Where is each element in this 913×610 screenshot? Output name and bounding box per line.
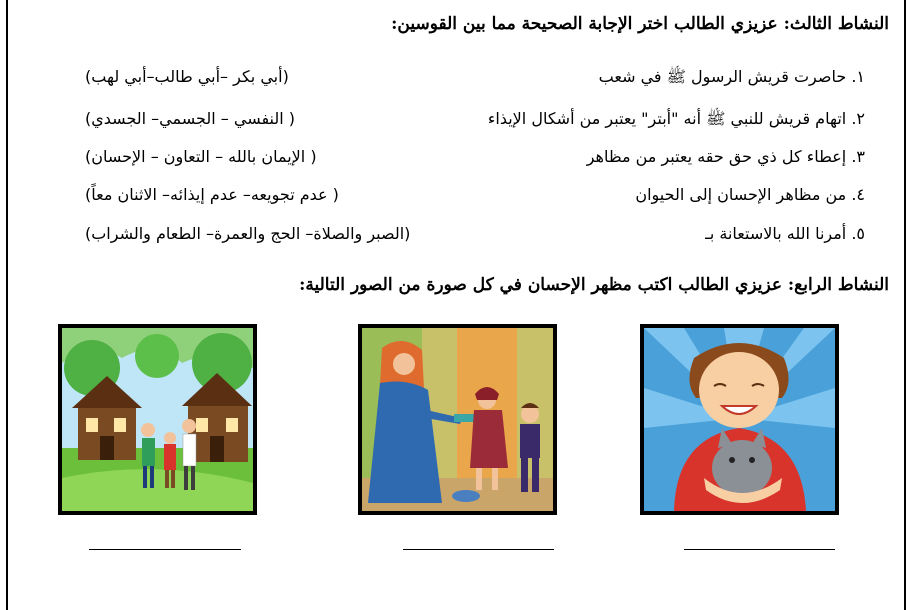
- question-choices[interactable]: (الصبر والصلاة– الحج والعمرة– الطعام والشراب): [85, 224, 411, 243]
- question-row: [0, 109, 913, 135]
- question-text: ٢. اتهام قريش للنبي ﷺ أنه "أبتر" يعتبر من أشكال الإيذاء: [487, 109, 865, 128]
- question-row: [0, 224, 913, 250]
- answer-line-picture3[interactable]: [684, 549, 835, 550]
- question-text: ١. حاصرت قريش الرسول ﷺ في شعب: [598, 67, 865, 86]
- question-row: [0, 147, 913, 173]
- boy-hugging-cat-picture: [640, 324, 839, 515]
- question-text: ٥. أمرنا الله بالاستعانة بـ: [705, 224, 865, 243]
- question-row: [0, 185, 913, 211]
- question-choices[interactable]: ( النفسي – الجسمي– الجسدي): [85, 109, 296, 128]
- question-choices[interactable]: (أبي بكر –أبي طالب–أبي لهب): [85, 67, 289, 86]
- activity3-title: النشاط الثالث: عزيزي الطالب اختر الإجابة الصحيحة مما بين القوسين:: [391, 14, 889, 34]
- question-choices[interactable]: ( عدم تجويعه– عدم إيذائه– الاثنان معاً): [85, 185, 339, 204]
- question-text: ٣. إعطاء كل ذي حق حقه يعتبر من مظاهر: [586, 147, 865, 166]
- family-garden-picture: [58, 324, 257, 515]
- question-row: [0, 67, 913, 93]
- question-choices[interactable]: ( الإيمان بالله – التعاون – الإحسان): [85, 147, 317, 166]
- question-text: ٤. من مظاهر الإحسان إلى الحيوان: [635, 185, 865, 204]
- answer-line-picture2[interactable]: [403, 549, 554, 550]
- answer-line-picture1[interactable]: [89, 549, 241, 550]
- mother-giving-food-picture: [358, 324, 557, 515]
- activity4-title: النشاط الرابع: عزيزي الطالب اكتب مظهر الإحسان في كل صورة من الصور التالية:: [299, 275, 889, 295]
